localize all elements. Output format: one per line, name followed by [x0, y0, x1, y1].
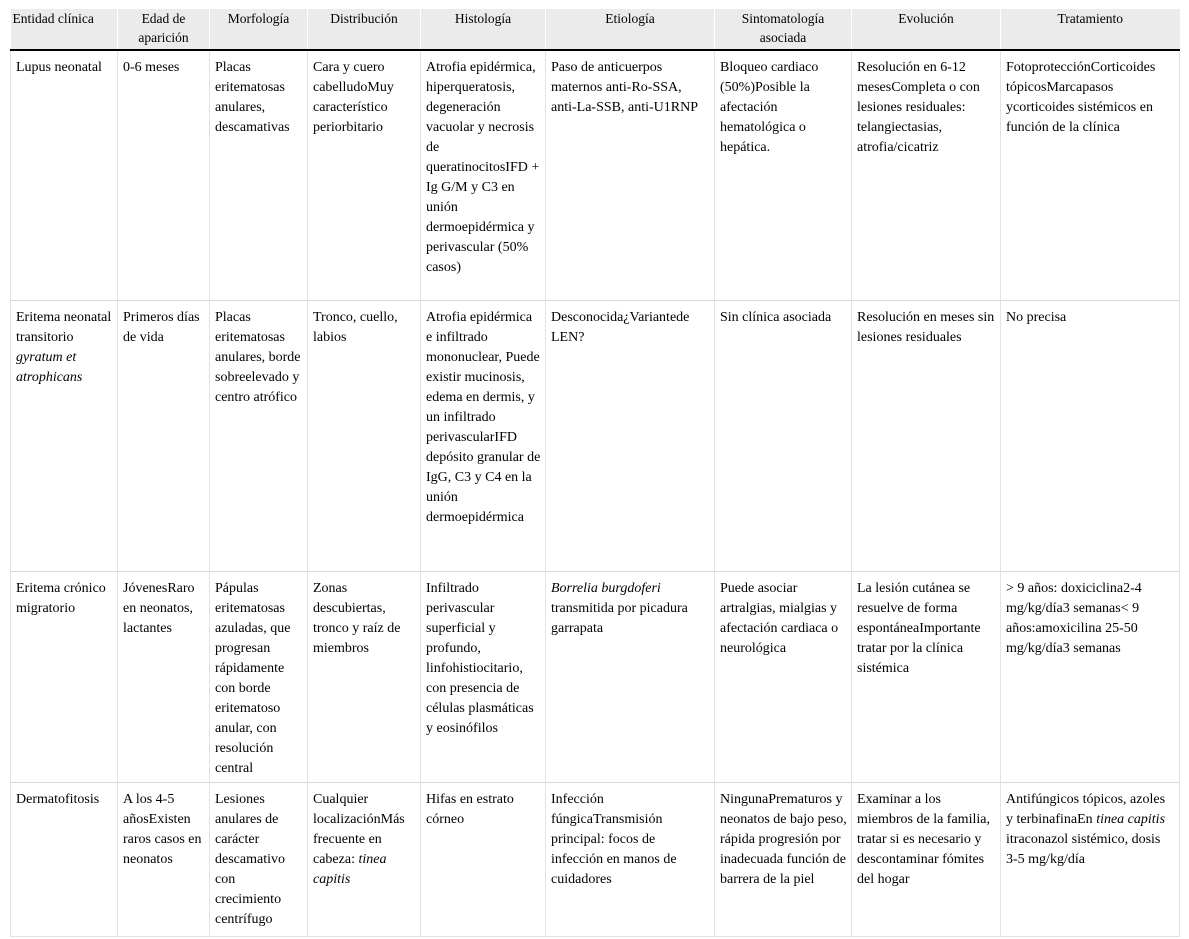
table-row [11, 50, 1180, 300]
cell-tratamiento: > 9 años: doxiciclina2-4 mg/kg/día3 semanas< 9 años:amoxicilina 25-50 mg/kg/día3 semanas [1001, 571, 1180, 782]
cell-etiologia: Paso de anticuerpos maternos anti-Ro-SSA, anti-La-SSB, anti-U1RNP [546, 50, 715, 300]
cell-distribucion: Zonas descubiertas, tronco y raíz de miembros [308, 571, 421, 782]
etiologia-latin: Borrelia burgdoferi [551, 580, 661, 596]
tratamiento-tail: itraconazol sistémico, dosis 3-5 mg/kg/día [1006, 831, 1161, 867]
cell-entidad: Lupus neonatal [11, 50, 118, 300]
cell-entidad: Eritema crónico migratorio [11, 571, 118, 782]
header-tratamiento: Tratamiento [1001, 9, 1180, 50]
cell-sintomatologia: Puede asociar artralgias, mialgias y afectación cardiaca o neurológica [715, 571, 852, 782]
cell-distribucion: Tronco, cuello, labios [308, 300, 421, 571]
cell-histologia: Atrofia epidérmica e infiltrado mononuclear, Puede existir mucinosis, edema en dermis, y un infiltrado perivascularIFD depósito granular de IgG, C3 y C4 en la unión dermoepidérmica [421, 300, 546, 571]
clinical-comparison-table [10, 9, 1180, 937]
cell-tratamiento [1001, 782, 1180, 936]
cell-evolucion: La lesión cutánea se resuelve de forma espontáneaImportante tratar por la clínica sistémica [852, 571, 1001, 782]
cell-morfologia: Placas eritematosas anulares, descamativas [210, 50, 308, 300]
cell-histologia: Infiltrado perivascular superficial y profundo, linfohistiocitario, con presencia de células plasmáticas y eosinófilos [421, 571, 546, 782]
cell-histologia: Hifas en estrato córneo [421, 782, 546, 936]
table-row [11, 300, 1180, 571]
header-row [11, 9, 1180, 50]
entidad-latin: gyratum et atrophicans [16, 349, 83, 385]
cell-edad: JóvenesRaro en neonatos, lactantes [118, 571, 210, 782]
distribucion-latin: tinea capitis [313, 851, 387, 887]
cell-etiologia: Infección fúngicaTransmisión principal: focos de infección en manos de cuidadores [546, 782, 715, 936]
header-distribucion: Distribución [308, 9, 421, 50]
etiologia-text: transmitida por picadura garrapata [551, 600, 688, 636]
cell-evolucion: Resolución en meses sin lesiones residuales [852, 300, 1001, 571]
cell-entidad: Dermatofitosis [11, 782, 118, 936]
cell-histologia: Atrofia epidérmica, hiperqueratosis, degeneración vacuolar y necrosis de queratinocitosIFD + Ig G/M y C3 en unión dermoepidérmica y perivascular (50% casos) [421, 50, 546, 300]
entidad-text: Eritema neonatal transitorio [16, 309, 112, 345]
cell-edad: 0-6 meses [118, 50, 210, 300]
cell-distribucion: Cara y cuero cabelludoMuy característico periorbitario [308, 50, 421, 300]
cell-edad: Primeros días de vida [118, 300, 210, 571]
cell-etiologia [546, 571, 715, 782]
cell-sintomatologia: NingunaPrematuros y neonatos de bajo peso, rápida progresión por inadecuada función de barrera de la piel [715, 782, 852, 936]
cell-evolucion: Examinar a los miembros de la familia, tratar si es necesario y descontaminar fómites del hogar [852, 782, 1001, 936]
header-morfologia: Morfología [210, 9, 308, 50]
cell-tratamiento: No precisa [1001, 300, 1180, 571]
cell-edad: A los 4-5 añosExisten raros casos en neonatos [118, 782, 210, 936]
header-entidad: Entidad clínica [11, 9, 118, 50]
cell-sintomatologia: Bloqueo cardiaco (50%)Posible la afectación hematológica o hepática. [715, 50, 852, 300]
cell-morfologia: Pápulas eritematosas azuladas, que progresan rápidamente con borde eritematoso anular, con resolución central [210, 571, 308, 782]
tratamiento-latin: tinea capitis [1096, 811, 1166, 827]
header-edad: Edad de aparición [118, 9, 210, 50]
header-etiologia: Etiología [546, 9, 715, 50]
cell-distribucion [308, 782, 421, 936]
distribucion-text: Cualquier localizaciónMás frecuente en cabeza: [313, 791, 405, 867]
cell-evolucion: Resolución en 6-12 mesesCompleta o con lesiones residuales: telangiectasias, atrofia/cicatriz [852, 50, 1001, 300]
table-row [11, 571, 1180, 782]
cell-etiologia: Desconocida¿Variantede LEN? [546, 300, 715, 571]
cell-tratamiento: FotoprotecciónCorticoides tópicosMarcapasos ycorticoides sistémicos en función de la clínica [1001, 50, 1180, 300]
cell-morfologia: Placas eritematosas anulares, borde sobreelevado y centro atrófico [210, 300, 308, 571]
cell-sintomatologia: Sin clínica asociada [715, 300, 852, 571]
table-row [11, 782, 1180, 936]
header-evolucion: Evolución [852, 9, 1001, 50]
header-sintomatologia: Sintomatología asociada [715, 9, 852, 50]
cell-morfologia: Lesiones anulares de carácter descamativo con crecimiento centrífugo [210, 782, 308, 936]
header-histologia: Histología [421, 9, 546, 50]
tratamiento-text: Antifúngicos tópicos, azoles y terbinafinaEn [1006, 791, 1166, 827]
cell-entidad [11, 300, 118, 571]
